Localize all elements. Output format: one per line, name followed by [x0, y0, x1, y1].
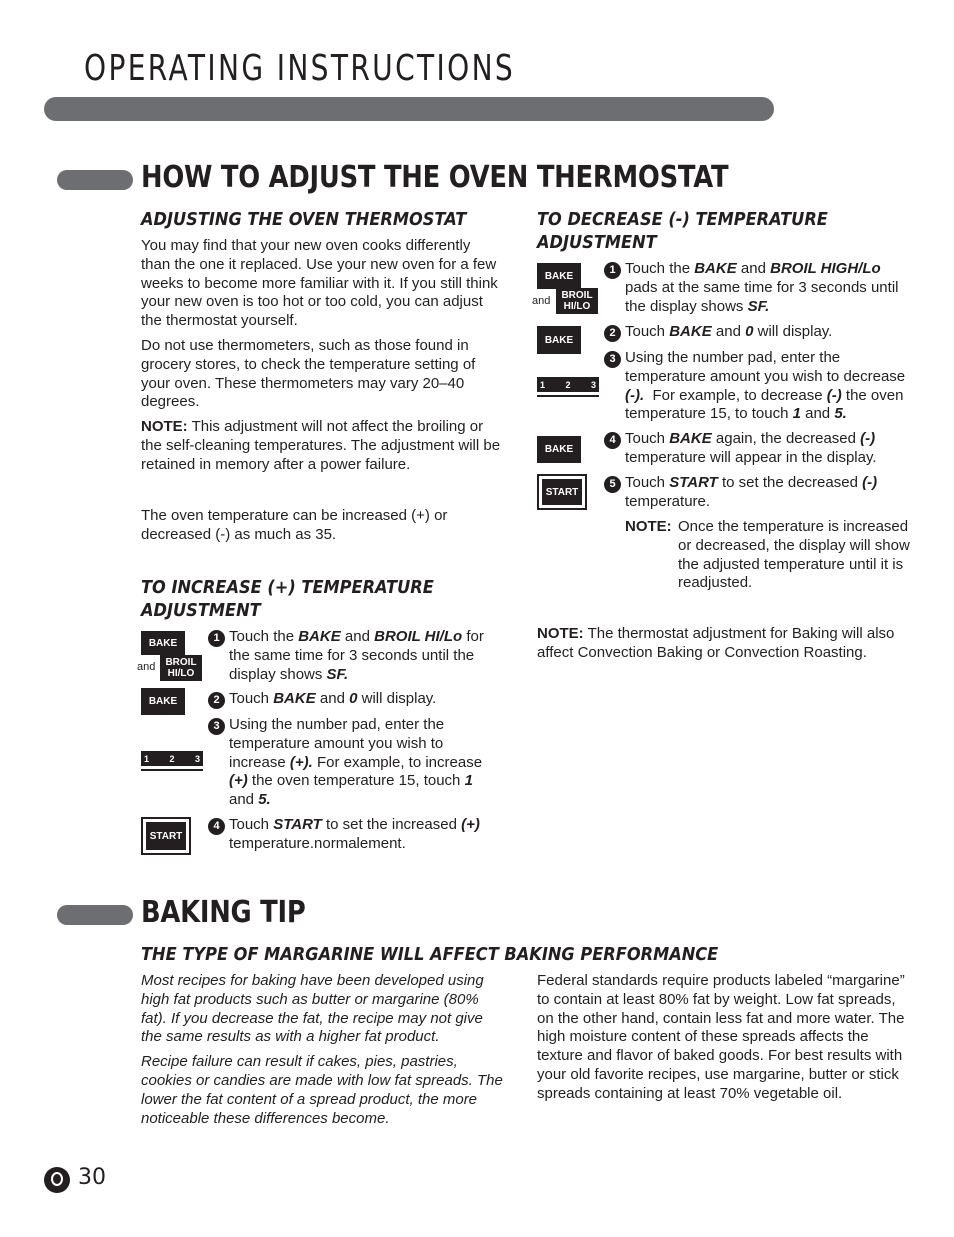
bottom-note-label: NOTE: — [537, 625, 584, 642]
page-header-title: OPERATING INSTRUCTIONS — [84, 48, 516, 89]
pad-key-3: 3 — [194, 753, 200, 764]
increase-step-4: Touch START to set the increased (+) temperature.normalement. — [229, 816, 480, 852]
broil-key-line2: HI/LO — [167, 668, 195, 679]
broil-key-line1: BROIL — [561, 290, 593, 301]
broil-key-line1: BROIL — [165, 657, 197, 668]
start-key-icon — [141, 817, 191, 855]
decrease-step-4: Touch BAKE again, the decreased (-) temperature will appear in the display. — [625, 430, 877, 466]
start-key-label: START — [542, 479, 582, 505]
pad-key-1: 1 — [144, 753, 150, 764]
decrease-note-label: NOTE: — [625, 518, 672, 535]
and-label: and — [532, 295, 551, 307]
decrease-step-5: Touch START to set the decreased (-) temperature. — [625, 474, 878, 510]
broil-key-line2: HI/LO — [563, 301, 591, 312]
subheading-adjusting: ADJUSTING THE OVEN THERMOSTAT — [141, 209, 467, 230]
section-title-baking-tip: BAKING TIP — [141, 895, 306, 930]
adjusting-paragraph-2: Do not use thermometers, such as those found in grocery stores, to check the temperature setting of your oven. These thermometers may vary 20–40 degrees. — [141, 336, 476, 411]
number-pad-icon — [537, 377, 599, 395]
increase-step-1: Touch the BAKE and BROIL HI/Lo for the same time for 3 seconds until the display shows SF. — [229, 628, 484, 683]
step-number-icon: 2 — [604, 325, 621, 342]
baking-tip-paragraph-1: Most recipes for baking have been developed using high fat products such as butter or margarine (80% fat). If you decrease the fat, the recipe may not give the same results as with a higher fat product. — [141, 972, 484, 1046]
adjusting-paragraph-range: The oven temperature can be increased (+) or decreased (-) as much as 35. — [141, 507, 448, 543]
section-title-thermostat: HOW TO ADJUST THE OVEN THERMOSTAT — [141, 160, 729, 195]
page-number: 30 — [78, 1165, 106, 1190]
pad-key-1: 1 — [540, 379, 546, 390]
bake-key-icon: BAKE — [141, 688, 185, 715]
adjusting-body — [141, 237, 503, 475]
step-number-icon: 2 — [208, 692, 225, 709]
step-number-icon: 3 — [604, 351, 621, 368]
note-text: This adjustment will not affect the broiling or the self-cleaning temperatures. The adjustment will be retained in memory after a power failure. — [141, 418, 501, 473]
decrease-step-3: Using the number pad, enter the temperature amount you wish to decrease (-). For example, to decrease (-) the oven temperature 15, to touch 1 and 5. — [625, 349, 906, 423]
bake-key-icon: BAKE — [537, 263, 581, 289]
step-number-icon: 1 — [208, 630, 225, 647]
subheading-increase-line2: ADJUSTMENT — [141, 600, 261, 621]
note-label: NOTE: — [141, 418, 188, 436]
baking-tip-paragraph-2: Recipe failure can result if cakes, pies, pastries, cookies or candies are made with low fat spreads. The lower the fat content of a spread product, the more noticeable these differences become. — [141, 1053, 503, 1127]
subheading-decrease-line1: TO DECREASE (-) TEMPERATURE — [537, 209, 828, 230]
bake-key-icon: BAKE — [537, 326, 581, 354]
step-number-icon: 3 — [208, 718, 225, 735]
section-marker — [57, 170, 133, 190]
step-number-icon: 5 — [604, 476, 621, 493]
pad-key-2: 2 — [169, 753, 175, 764]
bake-key-icon: BAKE — [537, 436, 581, 463]
increase-step-3: Using the number pad, enter the temperature amount you wish to increase (+). For example, to increase (+) the oven temperature 15, touch 1 and 5. — [229, 716, 483, 809]
bottom-note-text: The thermostat adjustment for Baking will also affect Convection Baking or Convection Roasting. — [537, 625, 895, 661]
adjusting-note — [141, 418, 503, 474]
decrease-note-text: Once the temperature is increased or decreased, the display will show the adjusted temperature until it is readjusted. — [678, 518, 910, 592]
bake-key-icon: BAKE — [141, 631, 185, 655]
and-label: and — [137, 661, 156, 673]
baking-tip-right-paragraph: Federal standards require products labeled “margarine” to contain at least 80% fat by weight. Low fat spreads, on the other hand, contain less fat and more water. The high moisture content of these spreads affects the texture and flavor of baked goods. For best results with your old favorite recipes, use margarine, butter or stick spreads containing at least 70% vegetable oil. — [537, 972, 905, 1102]
number-pad-icon — [141, 751, 203, 769]
thermostat-bottom-note — [537, 625, 917, 663]
start-key-label: START — [146, 822, 186, 850]
pad-key-2: 2 — [565, 379, 571, 390]
decrease-step-2: Touch BAKE and 0 will display. — [625, 323, 833, 340]
broil-key-icon — [160, 655, 202, 681]
adjusting-paragraph-1: You may find that your new oven cooks differently than the one it replaced. Use your new oven for a few weeks to become more familiar with it. If you still think your new oven is too hot or too cold, you can adjust the thermostat yourself. — [141, 237, 498, 330]
subheading-margarine: THE TYPE OF MARGARINE WILL AFFECT BAKING PERFORMANCE — [141, 944, 719, 965]
subheading-increase-line1: TO INCREASE (+) TEMPERATURE — [141, 577, 434, 598]
lg-logo-icon — [44, 1167, 70, 1193]
start-key-icon — [537, 474, 587, 510]
step-number-icon: 1 — [604, 262, 621, 279]
decrease-step-1: Touch the BAKE and BROIL HIGH/Lo pads at the same time for 3 seconds until the display shows SF. — [625, 260, 899, 315]
step-number-icon: 4 — [208, 818, 225, 835]
increase-step-2: Touch BAKE and 0 will display. — [229, 690, 437, 707]
pad-key-3: 3 — [590, 379, 596, 390]
subheading-decrease-line2: ADJUSTMENT — [537, 232, 657, 253]
section-marker — [57, 905, 133, 925]
broil-key-icon — [556, 288, 598, 314]
baking-tip-left — [141, 972, 503, 1128]
step-number-icon: 4 — [604, 432, 621, 449]
header-bar — [44, 97, 774, 121]
